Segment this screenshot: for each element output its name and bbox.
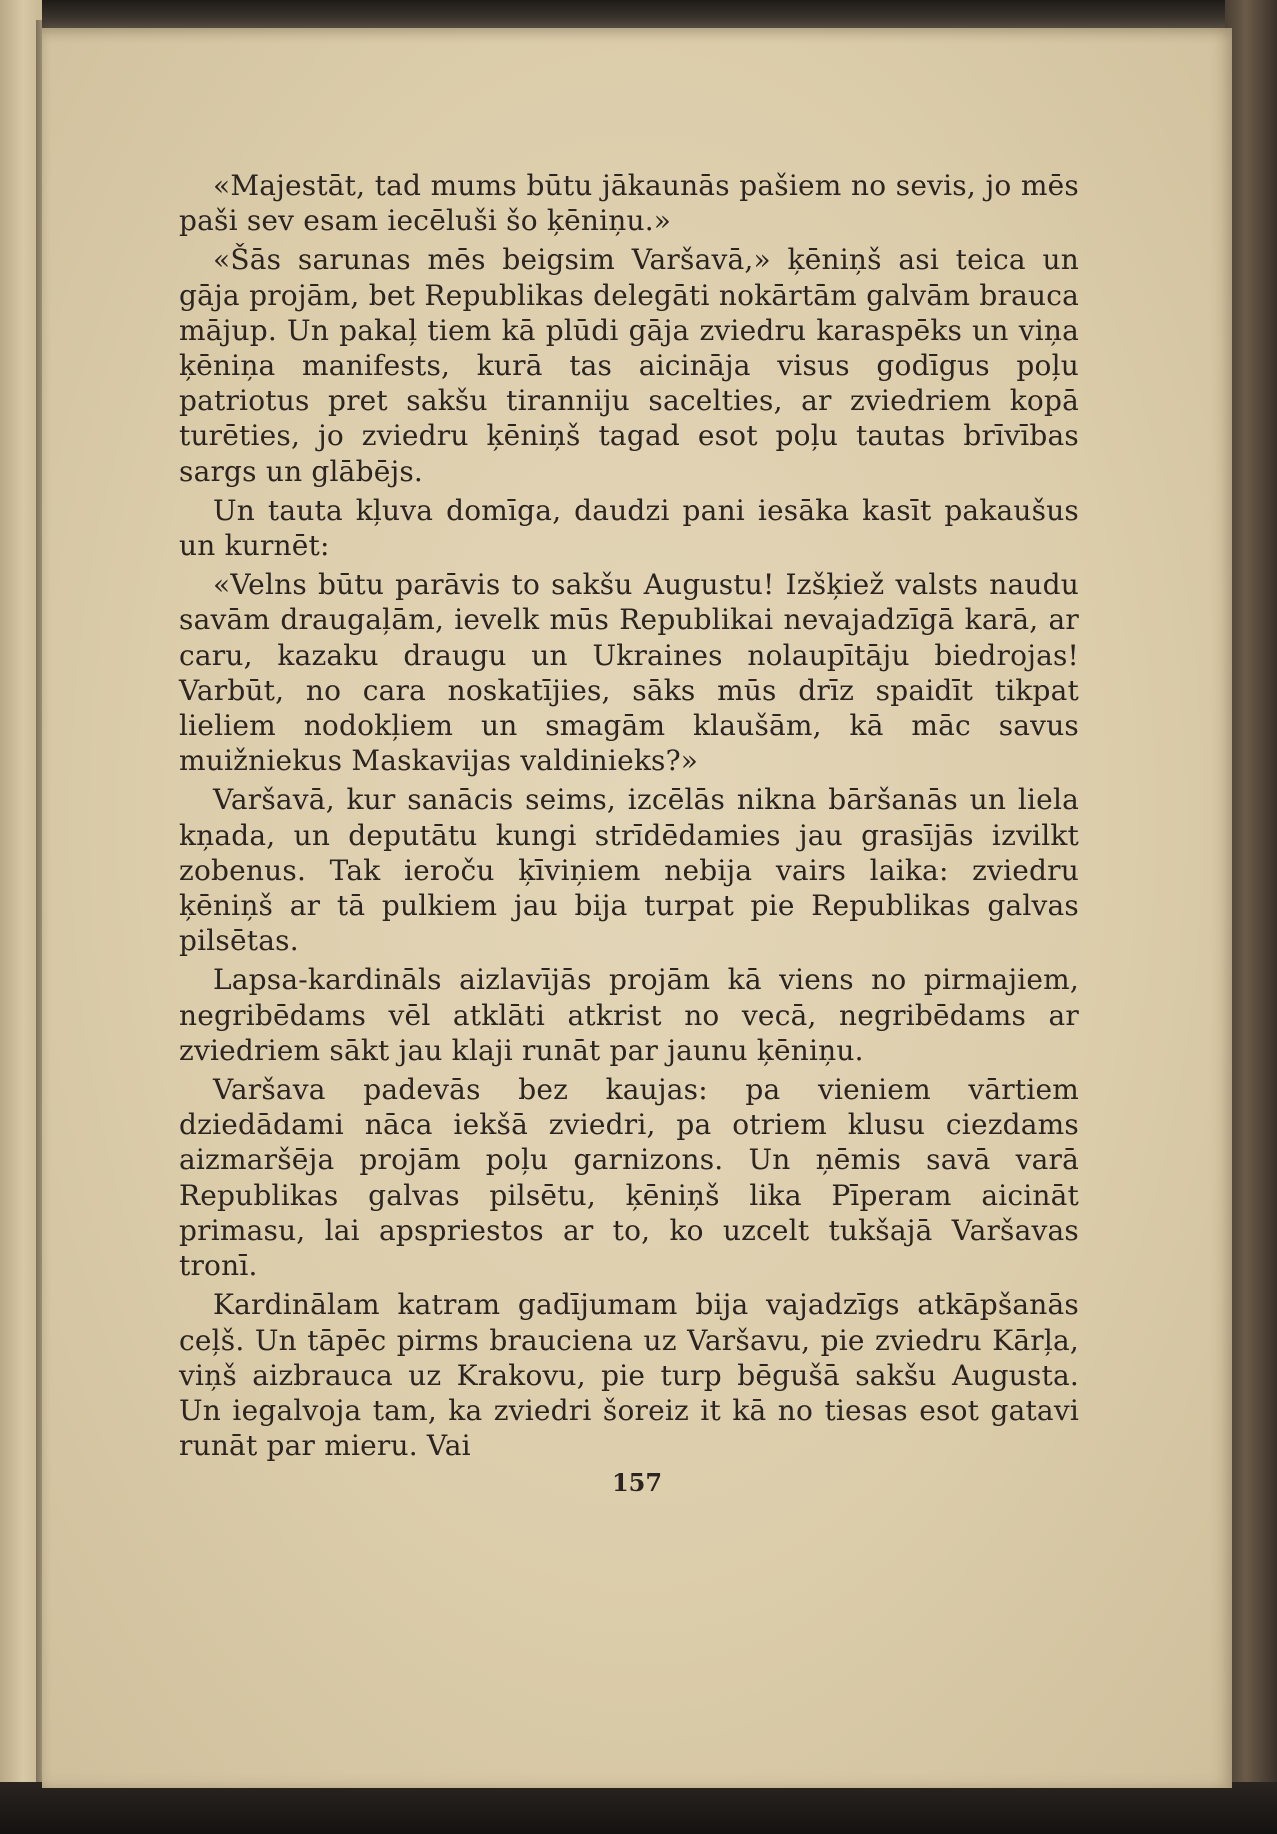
paragraph: Kardinālam katram gadījumam bija vajadzīgs atkāpšanās ceļš. Un tāpēc pirms brauciena uz Varšavu, pie zviedru Kārļa, viņš aizbrauca uz Krakovu, pie turp bēgušā sakšu Augusta. Un iegalvoja tam, ka zviedri šoreiz it kā no tiesas esot gatavi runāt par mieru. Vai: [179, 1288, 1079, 1463]
page-body-text: [179, 168, 1079, 1467]
paragraph: «Šās sarunas mēs beigsim Varšavā,» ķēniņš asi teica un gāja projām, bet Republikas delegāti nokārtām galvām brauca mājup. Un pakaļ tiem kā plūdi gāja zviedru karaspēks un viņa ķēniņa manifests, kurā tas aicināja visus godīgus poļu patriotus pret sakšu tiranniju sacelties, ar zviedriem kopā turēties, jo zviedru ķēniņš tagad esot poļu tautas brīvības sargs un glābējs.: [179, 243, 1079, 488]
book-page: [42, 28, 1232, 1788]
book-top-edge: [0, 0, 1277, 30]
page-number: 157: [611, 1468, 663, 1497]
book-bottom-edge: [0, 1782, 1277, 1834]
paragraph: Varšava padevās bez kaujas: pa vieniem vārtiem dziedādami nāca iekšā zviedri, pa otriem klusu ciezdams aizmaršēja projām poļu garnizons. Un ņēmis savā varā Republikas galvas pilsētu, ķēniņš lika Pīperam aicināt primasu, lai apspriestos ar to, ko uzcelt tukšajā Varšavas tronī.: [179, 1073, 1079, 1283]
book-cover-edge: [1225, 0, 1277, 1834]
paragraph: «Velns būtu parāvis to sakšu Augustu! Izšķiež valsts naudu savām draugaļām, ievelk mūs Republikai nevajadzīgā karā, ar caru, kazaku draugu un Ukraines nolaupītāju biedrojas! Varbūt, no cara noskatījies, sāks mūs drīz spaidīt tikpat lieliem nodokļiem un smagām klaušām, kā māc savus muižniekus Maskavijas valdinieks?»: [179, 568, 1079, 778]
paragraph: Varšavā, kur sanācis seims, izcēlās nikna bāršanās un liela kņada, un deputātu kungi strīdēdamies jau grasījās izvilkt zobenus. Tak ieroču ķīviņiem nebija vairs laika: zviedru ķēniņš ar tā pulkiem jau bija turpat pie Republikas galvas pilsētas.: [179, 783, 1079, 958]
paragraph: Lapsa-kardināls aizlavījās projām kā viens no pirmajiem, negribēdams vēl atklāti atkrist no vecā, negribēdams ar zviedriem sākt jau klaji runāt par jaunu ķēniņu.: [179, 963, 1079, 1067]
paragraph: Un tauta kļuva domīga, daudzi pani iesāka kasīt pakaušus un kurnēt:: [179, 493, 1079, 563]
paragraph: «Majestāt, tad mums būtu jākaunās pašiem no sevis, jo mēs paši sev esam iecēluši šo ķēniņu.»: [179, 169, 1079, 238]
